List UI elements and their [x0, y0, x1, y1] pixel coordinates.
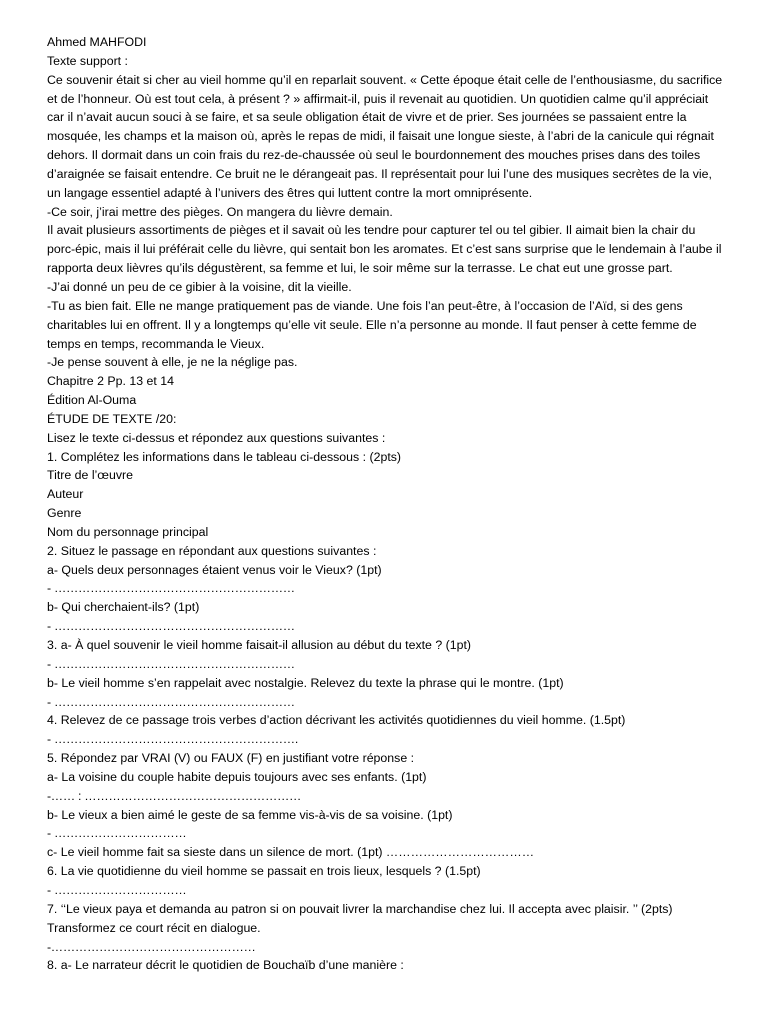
source-edition: Édition Al-Ouma [47, 393, 137, 408]
question-2a: a- Quels deux personnages étaient venus voir le Vieux? (1pt) [47, 562, 382, 577]
question-1: 1. Complétez les informations dans le tableau ci-dessous : (2pts) [47, 449, 402, 464]
question-7-instruction: Transformez ce court récit en dialogue. [47, 920, 261, 935]
question-5b: b- Le vieux a bien aimé le geste de sa femme vis-à-vis de sa voisine. (1pt) [47, 807, 453, 822]
passage-dialogue-1: -Ce soir, j’irai mettre des pièges. On mangera du lièvre demain. [47, 204, 393, 219]
source-chapter: Chapitre 2 Pp. 13 et 14 [47, 374, 174, 389]
question-2: 2. Situez le passage en répondant aux questions suivantes : [47, 543, 377, 558]
answer-line-3a: - …………………………………………………… [47, 656, 295, 671]
table-item-title: Titre de l’œuvre [47, 468, 133, 483]
question-3b: b- Le vieil homme s’en rappelait avec nostalgie. Relevez du texte la phrase qui le montre. (1pt) [47, 675, 564, 690]
exercise-instruction: Lisez le texte ci-dessus et répondez aux questions suivantes : [47, 430, 386, 445]
table-item-character: Nom du personnage principal [47, 524, 209, 539]
passage-dialogue-3: -Tu as bien fait. Elle ne mange pratiquement pas de viande. Une fois l’an peut-être, à l’occasion de l’Aïd, si des gens charitables lui en offrent. Il y a longtemps qu’elle vit seule. Elle n’a personne au monde. Il faut penser à cette femme de temps en temps, recommanda le Vieux. [47, 298, 697, 351]
answer-line-5a: -…… : ……………………………………………… [47, 788, 302, 803]
answer-line-3b: - …………………………………………………… [47, 694, 295, 709]
question-3a: 3. a- À quel souvenir le vieil homme faisait-il allusion au début du texte ? (1pt) [47, 638, 472, 652]
exercise-heading: ÉTUDE DE TEXTE /20: [47, 411, 177, 426]
author-name: Ahmed MAHFODI [47, 35, 147, 49]
question-7: 7. ‘‘Le vieux paya et demanda au patron si on pouvait livrer la marchandise chez lui. Il accepta avec plaisir. ’’ (2pts) [47, 901, 673, 916]
answer-line-2b: - …………………………………………………… [47, 619, 295, 634]
answer-line-6: - …………………………… [47, 882, 187, 897]
passage-paragraph-2: Il avait plusieurs assortiments de pièges et il savait où les tendre pour capturer tel ou tel gibier. Il aimait bien la chair du porc-épic, mais il lui préférait celle du lièvre, qui sentait bon les aromates. Et c’est sans surprise que le lendemain à l’aube il rapporta deux lièvres qu’ils dégustèrent, sa femme et lui, le soir même sur la terrasse. Le chat eut une grosse part. [47, 223, 722, 276]
answer-line-5b: - …………………………… [47, 826, 187, 841]
question-6: 6. La vie quotidienne du vieil homme se passait en trois lieux, lesquels ? (1.5pt) [47, 864, 481, 879]
question-5a: a- La voisine du couple habite depuis toujours avec ses enfants. (1pt) [47, 769, 427, 784]
passage-dialogue-4: -Je pense souvent à elle, je ne la néglige pas. [47, 355, 298, 370]
question-4: 4. Relevez de ce passage trois verbes d’action décrivant les activités quotidiennes du vieil homme. (1.5pt) [47, 713, 626, 728]
passage-paragraph-1: Ce souvenir était si cher au vieil homme qu’il en reparlait souvent. « Cette époque était celle de l’enthousiasme, du sacrifice et de l’honneur. Où est tout cela, à présent ? » affirmait-il, puis il revenait au quotidien. Un quotidien calme qu’il appréciait car il n’avait aucun souci à se faire, et sa seule obligation était de vivre et de prier. Ses journées se passaient entre la mosquée, les champs et la maison où, après le repas de midi, il faisait une longue sieste, à l’abri de la canicule qui régnait dehors. Il dormait dans un coin frais du rez-de-chaussée où seul le bourdonnement des mouches prises dans des toiles d’araignée se faisait entendre. Ce bruit ne le dérangeait pas. Il représentait pour lui l’une des musiques secrètes de la vie, un langage essentiel adapté à l’univers des êtres qui luttent contre la mort omniprésente. [47, 72, 723, 200]
question-8a: 8. a- Le narrateur décrit le quotidien de Bouchaïb d’une manière : [47, 958, 404, 973]
answer-line-2a: - …………………………………………………… [47, 581, 295, 596]
table-item-genre: Genre [47, 506, 82, 521]
table-item-author: Auteur [47, 487, 84, 502]
answer-line-4: - ……………………………………………………. [47, 732, 298, 747]
question-5: 5. Répondez par VRAI (V) ou FAUX (F) en justifiant votre réponse : [47, 751, 415, 766]
support-label: Texte support : [47, 53, 128, 68]
question-2b: b- Qui cherchaient-ils? (1pt) [47, 600, 200, 615]
passage-dialogue-2: -J’ai donné un peu de ce gibier à la voisine, dit la vieille. [47, 279, 352, 294]
question-5c: c- Le vieil homme fait sa sieste dans un silence de mort. (1pt) ……………………………… [47, 845, 535, 860]
document-page [47, 33, 725, 975]
answer-line-7: -…………………………………………… [47, 939, 256, 954]
